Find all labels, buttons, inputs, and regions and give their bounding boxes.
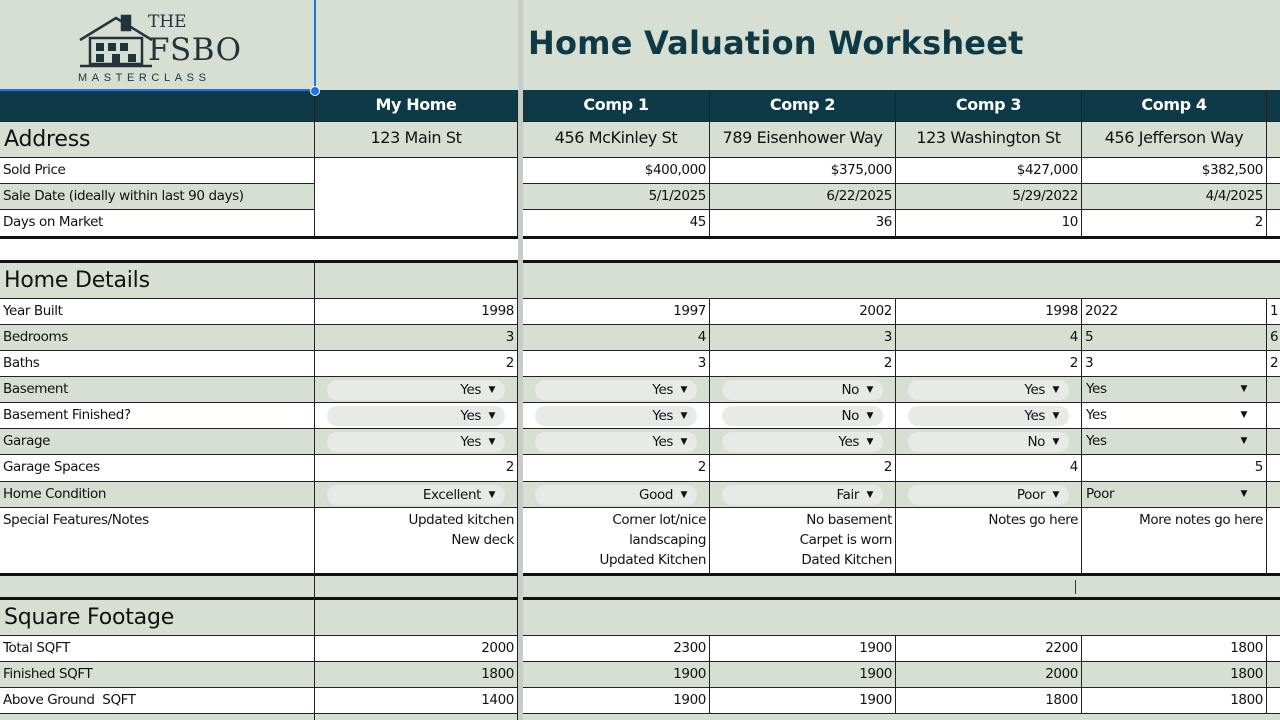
chip-value: Yes [460,434,481,450]
finished-sqft-comp4[interactable]: 1800 [1082,662,1267,688]
dropdown-arrow-icon: ▼ [680,385,687,395]
spacer-row[interactable] [0,239,315,261]
basement-label[interactable]: Basement [0,377,315,403]
above-ground-sqft-next[interactable] [1267,688,1280,714]
chip-value: Excellent [422,487,481,503]
dropdown-arrow-icon: ▼ [1240,489,1247,499]
square-footage-heading[interactable]: Square Footage [0,600,315,636]
total-sqft-my-home[interactable]: 2000 [315,636,518,662]
basement-finished-my-home-cell [315,403,518,429]
dom-comp1[interactable]: 45 [523,210,710,237]
dropdown-arrow-icon: ▼ [1052,490,1059,500]
chip-value: Yes [1024,382,1045,398]
basement-finished-comp2-dropdown[interactable] [722,406,883,426]
note-line: Corner lot/nice [612,512,706,528]
fill-handle[interactable] [310,86,320,96]
sale-date-comp4[interactable]: 4/4/2025 [1082,184,1267,210]
dropdown-arrow-icon: ▼ [680,437,687,447]
address-label[interactable]: Address [0,122,315,158]
dropdown-arrow-icon: ▼ [488,490,495,500]
garage-comp2-dropdown[interactable] [722,432,883,452]
chip-value: Yes [1024,408,1045,424]
sale-date-label[interactable]: Sale Date (ideally within last 90 days) [0,184,315,210]
bedrooms-comp3[interactable]: 4 [896,325,1082,351]
basement-comp3-dropdown[interactable] [908,380,1069,400]
note-line: No basement [806,512,892,528]
garage-spaces-comp3[interactable]: 4 [896,455,1082,482]
baths-comp3[interactable]: 2 [896,351,1082,377]
bedrooms-comp4[interactable]: 5 [1082,325,1267,351]
dropdown-arrow-icon: ▼ [680,490,687,500]
year-built-label[interactable]: Year Built [0,299,315,325]
garage-comp4-cell[interactable] [1082,429,1267,455]
basement-comp4-dropdown[interactable] [1082,377,1267,402]
garage-spaces-comp2[interactable]: 2 [710,455,896,482]
col-header-comp4[interactable]: Comp 4 [1082,90,1267,122]
basement-comp2-dropdown[interactable] [722,380,883,400]
section-fill[interactable] [315,263,518,299]
sold-price-label[interactable]: Sold Price [0,158,315,184]
chip-value: No [841,382,859,398]
garage-comp3-dropdown[interactable] [908,432,1069,452]
note-line: Updated kitchen [408,512,514,528]
basement-next[interactable] [1267,377,1280,403]
bedrooms-comp1[interactable]: 4 [523,325,710,351]
basement-finished-comp3-cell [896,403,1082,429]
sold-price-comp1[interactable]: $400,000 [523,158,710,184]
col-header-comp1[interactable]: Comp 1 [523,90,710,122]
dropdown-arrow-icon: ▼ [1240,410,1247,420]
condition-my-home-dropdown[interactable] [327,485,505,505]
bedrooms-my-home[interactable]: 3 [315,325,518,351]
condition-comp1-cell [523,482,710,508]
address-my-home[interactable]: 123 Main St [315,122,518,158]
dom-comp3[interactable]: 10 [896,210,1082,237]
col-header-comp2[interactable]: Comp 2 [710,90,896,122]
header-blank[interactable] [0,90,315,122]
note-line: Notes go here [988,512,1078,528]
chip-value: No [841,408,859,424]
address-comp2[interactable]: 789 Eisenhower Way [710,122,896,158]
notes-label[interactable] [0,508,315,574]
basement-finished-my-home-dropdown[interactable] [327,406,505,426]
finished-sqft-label[interactable]: Finished SQFT [0,662,315,688]
total-sqft-next[interactable] [1267,636,1280,662]
spacer-row[interactable] [523,576,1280,598]
address-next[interactable] [1267,122,1280,158]
chip-value: Yes [460,382,481,398]
col-header-next[interactable] [1267,90,1280,122]
notes-label-text: Special Features/Notes [3,512,149,528]
dropdown-arrow-icon: ▼ [1240,384,1247,394]
year-built-comp2[interactable]: 2002 [710,299,896,325]
garage-spaces-next[interactable] [1267,455,1280,482]
basement-finished-comp1-cell [523,403,710,429]
note-line: landscaping [629,532,706,548]
total-sqft-comp4[interactable]: 1800 [1082,636,1267,662]
above-ground-sqft-comp1[interactable]: 1900 [523,688,710,714]
total-sqft-comp1[interactable]: 2300 [523,636,710,662]
basement-finished-comp3-dropdown[interactable] [908,406,1069,426]
dropdown-value: Yes [1086,407,1107,423]
notes-next[interactable] [1267,508,1280,574]
notes-comp3[interactable] [896,508,1082,574]
garage-comp1-cell [523,429,710,455]
section-fill[interactable] [523,600,1280,636]
dropdown-arrow-icon: ▼ [1052,385,1059,395]
sold-price-next[interactable] [1267,158,1280,184]
sale-date-comp1[interactable]: 5/1/2025 [523,184,710,210]
total-sqft-comp2[interactable]: 1900 [710,636,896,662]
above-ground-sqft-my-home[interactable]: 1400 [315,688,518,714]
dropdown-arrow-icon: ▼ [488,411,495,421]
dropdown-arrow-icon: ▼ [1052,411,1059,421]
sold-price-comp2[interactable]: $375,000 [710,158,896,184]
days-on-market-label[interactable]: Days on Market [0,210,315,237]
dropdown-value: Yes [1086,433,1107,449]
garage-spaces-comp4[interactable]: 5 [1082,455,1267,482]
finished-sqft-comp3[interactable]: 2000 [896,662,1082,688]
condition-comp3-cell [896,482,1082,508]
basement-finished-comp2-cell [710,403,896,429]
bedrooms-next[interactable]: 6 [1267,325,1280,351]
section-fill[interactable] [315,600,518,636]
dom-comp4[interactable]: 2 [1082,210,1267,237]
bedrooms-comp2[interactable]: 3 [710,325,896,351]
dropdown-arrow-icon: ▼ [866,437,873,447]
note-line: Updated Kitchen [599,552,706,568]
year-built-my-home[interactable]: 1998 [315,299,518,325]
dropdown-value: Poor [1086,486,1115,502]
year-built-comp4[interactable]: 2022 [1082,299,1267,325]
next-row[interactable] [0,714,315,720]
note-line: New deck [451,532,514,548]
dropdown-arrow-icon: ▼ [488,437,495,447]
condition-comp1-dropdown[interactable] [535,485,697,505]
section-fill[interactable] [523,263,1280,299]
baths-comp2[interactable]: 2 [710,351,896,377]
dropdown-arrow-icon: ▼ [1052,437,1059,447]
dom-next[interactable] [1267,210,1280,237]
condition-comp3-dropdown[interactable] [908,485,1069,505]
next-row[interactable] [315,714,518,720]
above-ground-sqft-label[interactable]: Above Ground SQFT [0,688,315,714]
logo-the: THE [148,12,187,32]
condition-comp2-dropdown[interactable] [722,485,883,505]
garage-label[interactable]: Garage [0,429,315,455]
home-condition-label[interactable]: Home Condition [0,482,315,508]
total-sqft-label[interactable]: Total SQFT [0,636,315,662]
garage-comp1-dropdown[interactable] [535,432,697,452]
basement-finished-label[interactable]: Basement Finished? [0,403,315,429]
finished-sqft-next[interactable] [1267,662,1280,688]
chip-value: Poor [1016,487,1045,503]
garage-comp2-cell [710,429,896,455]
cell-selection-border [0,89,316,91]
dropdown-arrow-icon: ▼ [488,385,495,395]
chip-value: Yes [460,408,481,424]
basement-my-home-cell [315,377,518,403]
baths-comp1[interactable]: 3 [523,351,710,377]
chip-value: Yes [652,408,673,424]
chip-value: Yes [838,434,859,450]
baths-label[interactable]: Baths [0,351,315,377]
chip-value: Yes [652,434,673,450]
notes-comp2[interactable] [710,508,896,574]
col-header-comp3[interactable]: Comp 3 [896,90,1082,122]
basement-comp1-dropdown[interactable] [535,380,697,400]
chip-value: Fair [836,487,859,503]
total-sqft-comp3[interactable]: 2200 [896,636,1082,662]
condition-comp2-cell [710,482,896,508]
col-header-my-home[interactable]: My Home [315,90,518,122]
address-comp4[interactable]: 456 Jefferson Way [1082,122,1267,158]
home-details-heading[interactable]: Home Details [0,263,315,299]
year-built-comp3[interactable]: 1998 [896,299,1082,325]
sold-price-comp3[interactable]: $427,000 [896,158,1082,184]
address-comp3[interactable]: 123 Washington St [896,122,1082,158]
sale-date-next[interactable] [1267,184,1280,210]
next-row[interactable] [523,714,1280,720]
sale-date-comp2[interactable]: 6/22/2025 [710,184,896,210]
condition-comp4-dropdown[interactable] [1082,482,1267,507]
dropdown-arrow-icon: ▼ [866,385,873,395]
garage-comp4-dropdown[interactable] [1082,429,1267,454]
finished-sqft-comp1[interactable]: 1900 [523,662,710,688]
garage-my-home-dropdown[interactable] [327,432,505,452]
note-line: Dated Kitchen [801,552,892,568]
bedrooms-label[interactable]: Bedrooms [0,325,315,351]
basement-comp3-cell [896,377,1082,403]
finished-sqft-comp2[interactable]: 1900 [710,662,896,688]
basement-finished-next[interactable] [1267,403,1280,429]
sale-date-comp3[interactable]: 5/29/2022 [896,184,1082,210]
spacer-row[interactable] [315,576,518,598]
garage-spaces-my-home[interactable]: 2 [315,455,518,482]
notes-comp4[interactable] [1082,508,1267,574]
spacer-row[interactable] [0,576,315,598]
baths-comp4[interactable]: 3 [1082,351,1267,377]
my-home-sale-blank[interactable] [315,158,518,237]
dropdown-value: Yes [1086,381,1107,397]
above-ground-sqft-comp4[interactable]: 1800 [1082,688,1267,714]
dropdown-arrow-icon: ▼ [680,411,687,421]
house-icon [76,10,156,70]
page-title: Home Valuation Worksheet [528,24,1024,62]
chip-value: No [1027,434,1045,450]
cell-selection-border [314,0,316,92]
notes-comp1[interactable] [523,508,710,574]
chip-value: Good [639,487,673,503]
note-line: More notes go here [1139,512,1263,528]
garage-spaces-comp1[interactable]: 2 [523,455,710,482]
garage-my-home-cell [315,429,518,455]
dropdown-arrow-icon: ▼ [866,490,873,500]
notes-my-home[interactable] [315,508,518,574]
logo-fsbo: FSBO [148,32,242,68]
frozen-column-separator[interactable] [518,0,523,720]
condition-next[interactable] [1267,482,1280,508]
year-built-comp1[interactable]: 1997 [523,299,710,325]
fsbo-logo [60,6,260,86]
basement-my-home-dropdown[interactable] [327,380,505,400]
sold-price-comp4[interactable]: $382,500 [1082,158,1267,184]
year-built-next[interactable]: 1 [1267,299,1280,325]
garage-comp3-cell [896,429,1082,455]
baths-next[interactable]: 2 [1267,351,1280,377]
dom-comp2[interactable]: 36 [710,210,896,237]
address-comp1[interactable]: 456 McKinley St [523,122,710,158]
text-cursor [1075,580,1076,594]
note-line: Carpet is worn [799,532,892,548]
chip-value: Yes [652,382,673,398]
finished-sqft-my-home[interactable]: 1800 [315,662,518,688]
above-ground-sqft-comp3[interactable]: 1800 [896,688,1082,714]
garage-spaces-label[interactable]: Garage Spaces [0,455,315,482]
dropdown-arrow-icon: ▼ [1240,436,1247,446]
baths-my-home[interactable]: 2 [315,351,518,377]
basement-finished-comp4-dropdown[interactable] [1082,403,1267,428]
basement-finished-comp4-cell[interactable] [1082,403,1267,429]
condition-my-home-cell [315,482,518,508]
basement-comp2-cell [710,377,896,403]
basement-comp4-cell[interactable] [1082,377,1267,403]
above-ground-sqft-comp2[interactable]: 1900 [710,688,896,714]
basement-finished-comp1-dropdown[interactable] [535,406,697,426]
basement-comp1-cell [523,377,710,403]
dropdown-arrow-icon: ▼ [866,411,873,421]
garage-next[interactable] [1267,429,1280,455]
logo-masterclass: MASTERCLASS [78,72,211,84]
condition-comp4-cell[interactable] [1082,482,1267,508]
